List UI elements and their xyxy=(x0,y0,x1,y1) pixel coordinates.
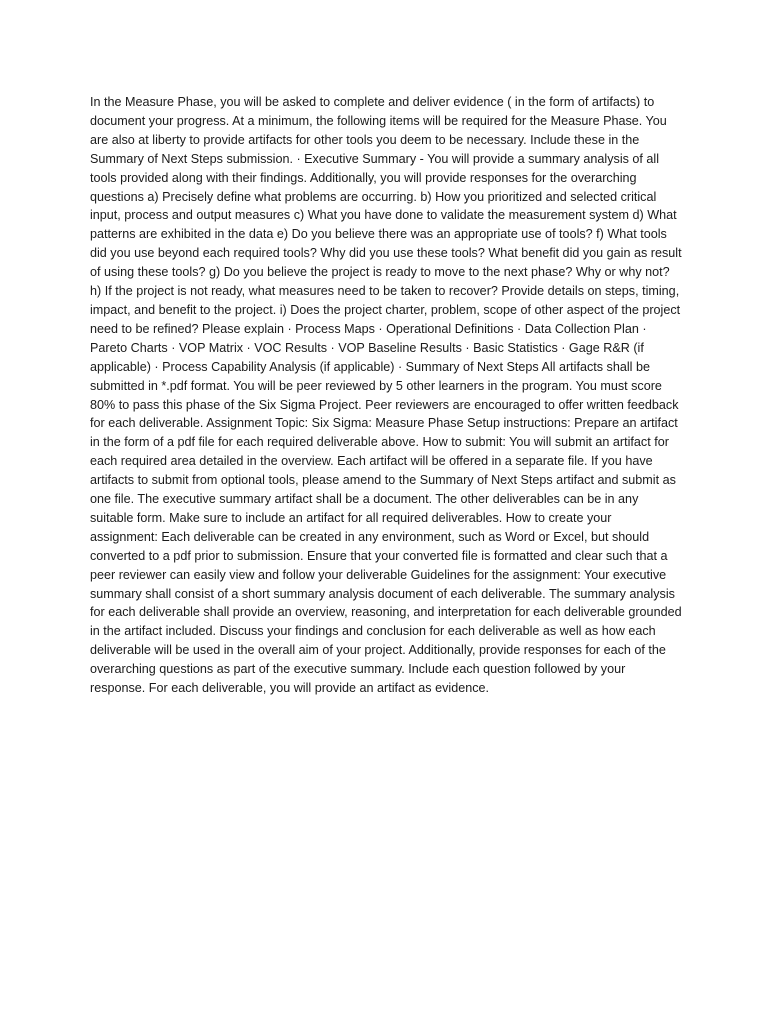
body-paragraph: In the Measure Phase, you will be asked to complete and deliver evidence ( in the form of artifacts) to document your progress. At a minimum, the following items will be required for the Measure Phase. You are also at liberty to provide artifacts for other tools you deem to be necessary. Include these in the Summary of Next Steps submission. · Executive Summary - You will provide a summary analysis of all tools provided along with their findings. Additionally, you will provide responses for the overarching questions a) Precisely define what problems are occurring. b) How you prioritized and selected critical input, process and output measures c) What you have done to validate the measurement system d) What patterns are exhibited in the data e) Do you believe there was an appropriate use of tools? f) What tools did you use beyond each required tools? Why did you use these tools? What benefit did you gain as result of using these tools? g) Do you believe the project is ready to move to the next phase? Why or why not? h) If the project is not ready, what measures need to be taken to recover? Provide details on steps, timing, impact, and benefit to the project. i) Does the project charter, problem, scope of other aspect of the project need to be refined? Please explain · Process Maps · Operational Definitions · Data Collection Plan · Pareto Charts · VOP Matrix · VOC Results · VOP Baseline Results · Basic Statistics · Gage R&R (if applicable) · Process Capability Analysis (if applicable) · Summary of Next Steps All artifacts shall be submitted in *.pdf format. You will be peer reviewed by 5 other learners in the program. You must score 80% to pass this phase of the Six Sigma Project. Peer reviewers are encouraged to offer written feedback for each deliverable. Assignment Topic: Six Sigma: Measure Phase Setup instructions: Prepare an artifact in the form of a pdf file for each required deliverable above. How to submit: You will submit an artifact for each required area detailed in the overview. Each artifact will be offered in a separate file. If you have artifacts to submit from optional tools, please amend to the Summary of Next Steps artifact and submit as one file. The executive summary artifact shall be a document. The other deliverables can be in any suitable form. Make sure to include an artifact for all required deliverables. How to create your assignment: Each deliverable can be created in any environment, such as Word or Excel, but should converted to a pdf prior to submission. Ensure that your converted file is formatted and clear such that a peer reviewer can easily view and follow your deliverable Guidelines for the assignment: Your executive summary shall consist of a short summary analysis document of each deliverable. The summary analysis for each deliverable shall provide an overview, reasoning, and interpretation for each deliverable grounded in the artifact included. Discuss your findings and conclusion for each deliverable as well as how each deliverable will be used in the overall aim of your project. Additionally, provide responses for each of the overarching questions as part of the executive summary. Include each question followed by your response. For each deliverable, you will provide an artifact as evidence. xyxy=(90,95,682,696)
